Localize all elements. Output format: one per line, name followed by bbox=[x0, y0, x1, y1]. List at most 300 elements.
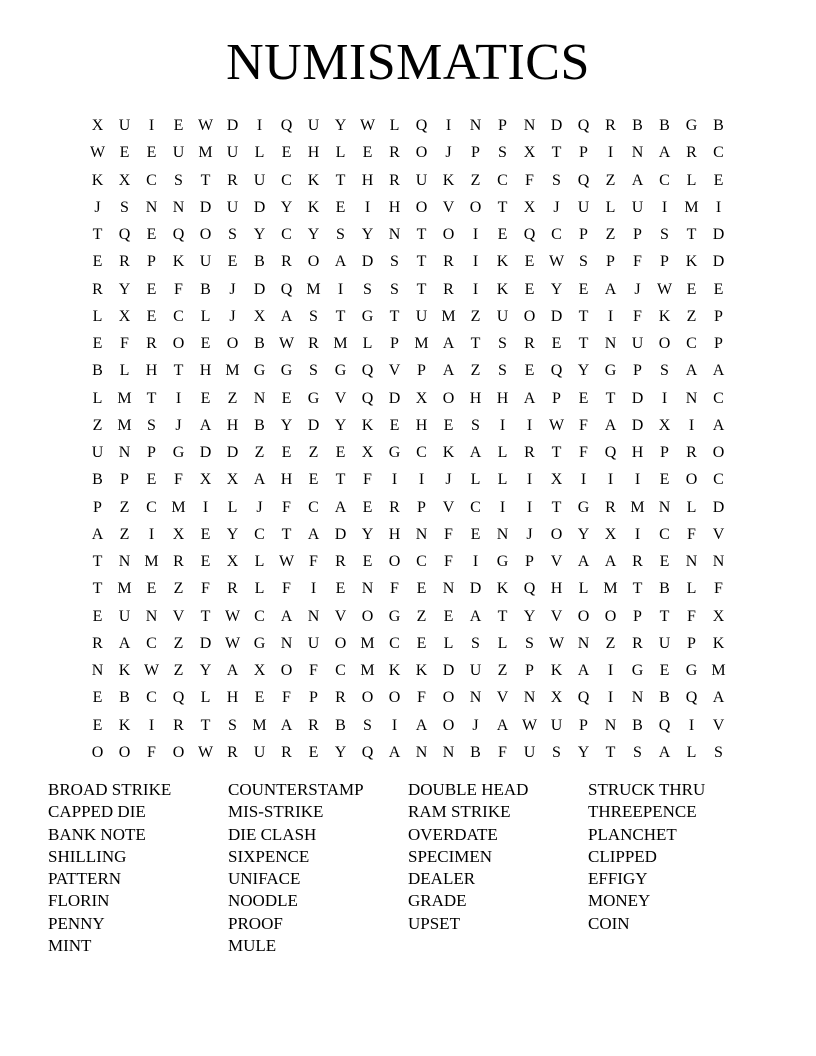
grid-letter: D bbox=[307, 416, 320, 434]
word-item: PATTERN bbox=[48, 869, 122, 889]
grid-letter: Q bbox=[604, 444, 617, 461]
grid-letter: O bbox=[685, 471, 698, 489]
grid-letter: T bbox=[605, 389, 616, 407]
word-item: DIE CLASH bbox=[228, 824, 317, 844]
grid-letter: T bbox=[335, 171, 346, 189]
grid-letter: U bbox=[172, 144, 185, 162]
grid-letter: A bbox=[604, 553, 617, 570]
grid-letter: J bbox=[445, 471, 452, 489]
grid-letter: R bbox=[443, 253, 454, 271]
grid-letter: Q bbox=[577, 689, 590, 707]
grid-letter: U bbox=[415, 171, 428, 189]
grid-letter: I bbox=[418, 471, 425, 489]
grid-letter: J bbox=[553, 198, 560, 216]
grid-letter: Y bbox=[280, 198, 293, 216]
grid-letter: O bbox=[307, 253, 320, 271]
grid-letter: A bbox=[118, 634, 131, 652]
grid-letter: S bbox=[552, 743, 561, 761]
grid-letter: I bbox=[472, 280, 479, 298]
grid-letter: R bbox=[524, 335, 535, 352]
grid-letter: I bbox=[715, 198, 722, 216]
grid-letter: E bbox=[335, 198, 346, 216]
grid-letter: I bbox=[607, 689, 614, 707]
grid-letter: E bbox=[713, 280, 724, 298]
grid-letter: T bbox=[416, 253, 427, 271]
grid-letter: G bbox=[388, 444, 401, 461]
grid-letter: L bbox=[686, 743, 697, 761]
grid-letter: B bbox=[200, 280, 211, 298]
grid-letter: G bbox=[361, 307, 374, 325]
grid-letter: L bbox=[686, 498, 697, 516]
grid-row bbox=[84, 140, 732, 167]
grid-letter: E bbox=[497, 226, 508, 243]
grid-letter: E bbox=[173, 117, 184, 134]
grid-letter: W bbox=[548, 253, 565, 271]
grid-letter: E bbox=[92, 689, 103, 707]
word-column bbox=[588, 779, 768, 957]
grid-letter: T bbox=[92, 226, 103, 243]
grid-letter: U bbox=[550, 716, 563, 734]
grid-row bbox=[84, 467, 732, 494]
grid-letter: C bbox=[389, 634, 400, 652]
grid-letter: F bbox=[309, 553, 318, 570]
grid-letter: D bbox=[199, 634, 212, 652]
grid-letter: L bbox=[497, 471, 508, 489]
grid-letter: O bbox=[469, 198, 482, 216]
grid-letter: A bbox=[280, 607, 293, 625]
grid-letter: R bbox=[173, 553, 184, 570]
grid-letter: Y bbox=[280, 416, 293, 434]
grid-letter: T bbox=[470, 335, 481, 352]
grid-letter: N bbox=[631, 144, 644, 162]
grid-letter: I bbox=[607, 307, 614, 325]
grid-letter: I bbox=[634, 525, 641, 543]
grid-letter: X bbox=[415, 389, 428, 407]
grid-letter: K bbox=[388, 662, 401, 679]
grid-letter: P bbox=[498, 117, 507, 134]
grid-letter: M bbox=[117, 416, 132, 434]
grid-letter: O bbox=[226, 335, 239, 352]
grid-letter: N bbox=[118, 444, 131, 461]
grid-row bbox=[84, 249, 732, 276]
grid-letter: A bbox=[712, 689, 725, 707]
grid-letter: D bbox=[199, 444, 212, 461]
word-item: COIN bbox=[588, 913, 630, 933]
grid-row bbox=[84, 685, 732, 712]
grid-letter: C bbox=[713, 389, 724, 407]
word-column bbox=[48, 779, 228, 957]
grid-letter: O bbox=[91, 743, 104, 761]
grid-letter: E bbox=[551, 335, 562, 352]
grid-letter: H bbox=[145, 362, 158, 380]
grid-letter: X bbox=[253, 307, 266, 325]
grid-letter: F bbox=[498, 743, 507, 761]
grid-letter: S bbox=[552, 171, 561, 189]
grid-letter: Z bbox=[254, 444, 265, 461]
grid-letter: E bbox=[686, 280, 697, 298]
grid-letter: N bbox=[496, 525, 509, 543]
grid-letter: B bbox=[659, 689, 670, 707]
grid-letter: E bbox=[281, 389, 292, 407]
grid-letter: T bbox=[551, 498, 562, 516]
grid-letter: F bbox=[390, 580, 399, 598]
grid-letter: T bbox=[416, 226, 427, 243]
grid-letter: N bbox=[523, 689, 536, 707]
grid-letter: O bbox=[118, 743, 131, 761]
grid-letter: I bbox=[607, 471, 614, 489]
grid-row bbox=[84, 495, 732, 522]
grid-letter: B bbox=[119, 689, 130, 707]
grid-letter: L bbox=[686, 580, 697, 598]
grid-letter: P bbox=[660, 444, 669, 461]
grid-letter: L bbox=[686, 171, 697, 189]
grid-letter: J bbox=[175, 416, 182, 434]
grid-letter: E bbox=[578, 389, 589, 407]
grid-letter: H bbox=[388, 525, 401, 543]
grid-letter: T bbox=[200, 716, 211, 734]
grid-letter: O bbox=[550, 525, 563, 543]
grid-letter: M bbox=[225, 362, 240, 380]
grid-letter: U bbox=[523, 743, 536, 761]
grid-letter: D bbox=[361, 253, 374, 271]
grid-letter: G bbox=[631, 662, 644, 679]
grid-letter: E bbox=[308, 471, 319, 489]
grid-letter: D bbox=[226, 117, 239, 134]
grid-letter: R bbox=[92, 634, 103, 652]
grid-letter: E bbox=[308, 743, 319, 761]
grid-letter: H bbox=[415, 416, 428, 434]
grid-letter: C bbox=[659, 525, 670, 543]
grid-letter: E bbox=[713, 171, 724, 189]
grid-letter: A bbox=[280, 716, 293, 734]
grid-letter: K bbox=[712, 634, 725, 652]
grid-letter: B bbox=[470, 743, 481, 761]
grid-letter: T bbox=[578, 335, 589, 352]
grid-letter: L bbox=[362, 335, 373, 352]
grid-letter: K bbox=[496, 253, 509, 271]
grid-letter: C bbox=[308, 498, 319, 516]
grid-letter: Z bbox=[416, 607, 427, 625]
grid-letter: U bbox=[118, 117, 131, 134]
grid-letter: F bbox=[687, 607, 696, 625]
grid-letter: R bbox=[389, 144, 400, 162]
grid-letter: Y bbox=[226, 525, 239, 543]
grid-letter: K bbox=[496, 280, 509, 298]
grid-letter: P bbox=[390, 335, 399, 352]
grid-row bbox=[84, 113, 732, 140]
grid-letter: G bbox=[604, 362, 617, 380]
grid-letter: S bbox=[660, 362, 669, 380]
grid-letter: I bbox=[580, 471, 587, 489]
grid-letter: H bbox=[496, 389, 509, 407]
grid-letter: L bbox=[578, 580, 589, 598]
grid-letter: G bbox=[253, 634, 266, 652]
grid-letter: T bbox=[173, 362, 184, 380]
grid-letter: S bbox=[228, 226, 237, 243]
grid-row bbox=[84, 576, 732, 603]
grid-letter: O bbox=[415, 198, 428, 216]
grid-letter: P bbox=[417, 498, 426, 516]
grid-letter: E bbox=[335, 444, 346, 461]
grid-letter: P bbox=[417, 362, 426, 380]
grid-letter: E bbox=[524, 253, 535, 271]
grid-letter: Z bbox=[119, 525, 130, 543]
grid-letter: T bbox=[659, 607, 670, 625]
grid-letter: Q bbox=[172, 689, 185, 707]
grid-letter: O bbox=[199, 226, 212, 243]
grid-letter: F bbox=[525, 171, 534, 189]
grid-letter: K bbox=[172, 253, 185, 271]
grid-letter: P bbox=[687, 634, 696, 652]
grid-letter: N bbox=[361, 580, 374, 598]
grid-letter: L bbox=[92, 389, 103, 407]
grid-letter: Y bbox=[523, 607, 536, 625]
grid-letter: D bbox=[712, 253, 725, 271]
grid-letter: L bbox=[200, 307, 211, 325]
grid-letter: S bbox=[498, 362, 507, 380]
grid-letter: T bbox=[200, 171, 211, 189]
grid-letter: P bbox=[714, 307, 723, 325]
grid-letter: C bbox=[146, 498, 157, 516]
grid-letter: Z bbox=[227, 389, 238, 407]
grid-letter: Q bbox=[361, 743, 374, 761]
grid-letter: K bbox=[550, 662, 563, 679]
grid-letter: M bbox=[252, 716, 267, 734]
grid-letter: E bbox=[470, 525, 481, 543]
grid-row bbox=[84, 331, 732, 358]
grid-row bbox=[84, 304, 732, 331]
word-item: CAPPED DIE bbox=[48, 802, 146, 822]
grid-letter: E bbox=[200, 553, 211, 570]
grid-letter: Y bbox=[334, 743, 347, 761]
grid-letter: A bbox=[604, 280, 617, 298]
grid-letter: Y bbox=[253, 226, 266, 243]
grid-letter: P bbox=[525, 662, 534, 679]
grid-letter: I bbox=[445, 117, 452, 134]
grid-letter: Q bbox=[280, 117, 293, 134]
grid-letter: Q bbox=[280, 280, 293, 298]
grid-letter: X bbox=[226, 553, 239, 570]
grid-letter: X bbox=[658, 416, 671, 434]
grid-letter: M bbox=[711, 662, 726, 679]
grid-letter: Q bbox=[415, 117, 428, 134]
grid-letter: N bbox=[523, 117, 536, 134]
grid-letter: I bbox=[391, 471, 398, 489]
grid-row bbox=[84, 168, 732, 195]
grid-letter: T bbox=[335, 471, 346, 489]
grid-letter: I bbox=[472, 553, 479, 570]
grid-letter: P bbox=[714, 335, 723, 352]
grid-letter: N bbox=[415, 743, 428, 761]
grid-letter: G bbox=[685, 662, 698, 679]
grid-letter: N bbox=[253, 389, 266, 407]
grid-letter: E bbox=[524, 280, 535, 298]
grid-letter: Z bbox=[92, 416, 103, 434]
grid-letter: Y bbox=[550, 280, 563, 298]
grid-letter: X bbox=[118, 171, 131, 189]
grid-letter: A bbox=[496, 716, 509, 734]
grid-letter: B bbox=[632, 117, 643, 134]
grid-letter: F bbox=[444, 553, 453, 570]
grid-letter: C bbox=[335, 662, 346, 679]
grid-letter: E bbox=[335, 580, 346, 598]
grid-letter: D bbox=[712, 498, 725, 516]
grid-letter: V bbox=[172, 607, 185, 625]
grid-letter: N bbox=[469, 689, 482, 707]
grid-letter: Z bbox=[470, 171, 481, 189]
grid-letter: H bbox=[388, 198, 401, 216]
word-column bbox=[408, 779, 588, 957]
grid-letter: R bbox=[281, 743, 292, 761]
grid-letter: G bbox=[280, 362, 293, 380]
grid-letter: Y bbox=[577, 362, 590, 380]
grid-letter: W bbox=[548, 634, 565, 652]
grid-letter: O bbox=[361, 607, 374, 625]
grid-letter: I bbox=[337, 280, 344, 298]
word-item: RAM STRIKE bbox=[408, 802, 511, 822]
grid-letter: E bbox=[200, 525, 211, 543]
grid-letter: N bbox=[685, 553, 698, 570]
word-item: COUNTERSTAMP bbox=[228, 780, 364, 799]
grid-row bbox=[84, 440, 732, 467]
grid-letter: W bbox=[656, 280, 673, 298]
grid-letter: A bbox=[577, 662, 590, 679]
grid-letter: S bbox=[525, 634, 534, 652]
grid-letter: U bbox=[253, 171, 266, 189]
grid-letter: M bbox=[360, 634, 375, 652]
grid-letter: I bbox=[499, 416, 506, 434]
grid-letter: X bbox=[253, 662, 266, 679]
grid-letter: O bbox=[361, 689, 374, 707]
grid-letter: E bbox=[146, 580, 157, 598]
grid-letter: Z bbox=[173, 662, 184, 679]
grid-letter: D bbox=[631, 389, 644, 407]
grid-letter: K bbox=[118, 716, 131, 734]
grid-letter: E bbox=[659, 553, 670, 570]
grid-letter: U bbox=[91, 444, 104, 461]
grid-letter: L bbox=[335, 144, 346, 162]
grid-letter: C bbox=[416, 553, 427, 570]
grid-letter: R bbox=[281, 253, 292, 271]
grid-letter: R bbox=[92, 280, 103, 298]
grid-letter: E bbox=[92, 335, 103, 352]
grid-letter: F bbox=[633, 253, 642, 271]
word-item: GRADE bbox=[408, 891, 467, 911]
grid-letter: N bbox=[658, 498, 671, 516]
grid-letter: A bbox=[334, 253, 347, 271]
grid-letter: M bbox=[144, 553, 159, 570]
grid-letter: X bbox=[226, 471, 239, 489]
grid-letter: S bbox=[120, 198, 129, 216]
grid-letter: U bbox=[199, 253, 212, 271]
grid-letter: A bbox=[469, 444, 482, 461]
grid-letter: S bbox=[228, 716, 237, 734]
grid-letter: A bbox=[523, 389, 536, 407]
grid-letter: D bbox=[712, 226, 725, 243]
grid-letter: Z bbox=[686, 307, 697, 325]
grid-letter: W bbox=[224, 607, 241, 625]
grid-letter: N bbox=[685, 389, 698, 407]
grid-letter: T bbox=[497, 198, 508, 216]
grid-letter: M bbox=[630, 498, 645, 516]
grid-letter: L bbox=[605, 198, 616, 216]
grid-letter: U bbox=[307, 117, 320, 134]
grid-letter: H bbox=[226, 416, 239, 434]
grid-letter: N bbox=[145, 607, 158, 625]
grid-letter: U bbox=[307, 634, 320, 652]
grid-letter: C bbox=[713, 471, 724, 489]
grid-letter: F bbox=[417, 689, 426, 707]
grid-letter: O bbox=[604, 607, 617, 625]
grid-letter: F bbox=[579, 444, 588, 461]
grid-letter: A bbox=[658, 144, 671, 162]
grid-letter: L bbox=[470, 471, 481, 489]
grid-letter: P bbox=[120, 471, 129, 489]
grid-letter: A bbox=[442, 362, 455, 380]
grid-letter: I bbox=[688, 416, 695, 434]
grid-letter: T bbox=[605, 743, 616, 761]
grid-letter: L bbox=[389, 117, 400, 134]
grid-letter: T bbox=[200, 607, 211, 625]
grid-letter: P bbox=[579, 226, 588, 243]
grid-letter: Q bbox=[361, 389, 374, 407]
grid-letter: V bbox=[388, 362, 401, 380]
grid-letter: Y bbox=[334, 117, 347, 134]
grid-letter: K bbox=[442, 171, 455, 189]
grid-letter: L bbox=[119, 362, 130, 380]
grid-letter: J bbox=[256, 498, 263, 516]
grid-letter: H bbox=[199, 362, 212, 380]
grid-letter: G bbox=[253, 362, 266, 380]
grid-letter: G bbox=[388, 607, 401, 625]
grid-letter: D bbox=[388, 389, 401, 407]
grid-letter: X bbox=[199, 471, 212, 489]
grid-letter: D bbox=[442, 662, 455, 679]
grid-letter: K bbox=[685, 253, 698, 271]
grid-letter: J bbox=[229, 307, 236, 325]
grid-letter: B bbox=[335, 716, 346, 734]
grid-letter: P bbox=[579, 144, 588, 162]
grid-letter: Q bbox=[523, 580, 536, 598]
grid-letter: R bbox=[335, 689, 346, 707]
grid-letter: O bbox=[523, 307, 536, 325]
grid-letter: Y bbox=[118, 280, 131, 298]
grid-letter: O bbox=[415, 144, 428, 162]
grid-letter: R bbox=[632, 634, 643, 652]
grid-row bbox=[84, 358, 732, 385]
grid-letter: C bbox=[254, 607, 265, 625]
grid-letter: A bbox=[712, 416, 725, 434]
grid-letter: E bbox=[146, 471, 157, 489]
grid-letter: V bbox=[334, 389, 347, 407]
grid-letter: V bbox=[550, 607, 563, 625]
grid-letter: I bbox=[202, 498, 209, 516]
grid-letter: K bbox=[118, 662, 131, 679]
word-item: THREEPENCE bbox=[588, 802, 697, 822]
grid-letter: D bbox=[253, 198, 266, 216]
grid-row bbox=[84, 713, 732, 740]
grid-letter: I bbox=[148, 117, 155, 134]
grid-letter: W bbox=[89, 144, 106, 162]
grid-letter: U bbox=[469, 662, 482, 679]
grid-letter: R bbox=[632, 553, 643, 570]
word-item: MINT bbox=[48, 936, 92, 956]
grid-letter: U bbox=[253, 743, 266, 761]
grid-letter: N bbox=[415, 525, 428, 543]
grid-letter: S bbox=[633, 743, 642, 761]
grid-letter: D bbox=[253, 280, 266, 298]
grid-letter: E bbox=[254, 689, 265, 707]
